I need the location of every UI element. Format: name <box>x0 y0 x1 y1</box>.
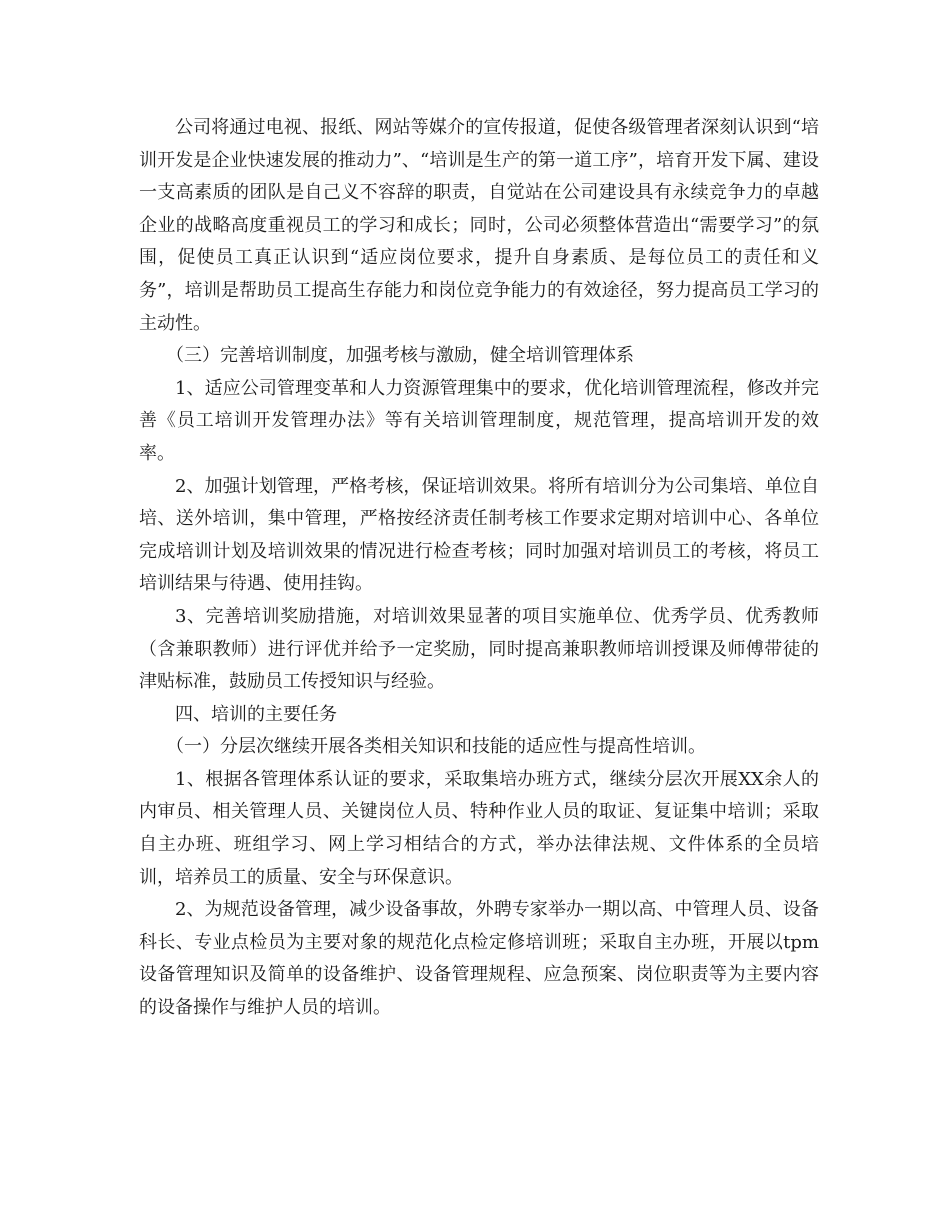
paragraph-item-1-management: 1、适应公司管理变革和人力资源管理集中的要求，优化培训管理流程，修改并完善《员工培训开发管理办法》等有关培训管理制度，规范管理，提高培训开发的效率。 <box>139 377 819 464</box>
paragraph-item-2-equipment: 2、为规范设备管理，减少设备事故，外聘专家举办一期以高、中管理人员、设备科长、专业点检员为主要对象的规范化点检定修培训班；采取自主办班，开展以tpm设备管理知识及简单的设备维护、设备管理规程、应急预案、岗位职责等为主要内容的设备操作与维护人员的培训。 <box>139 899 819 1019</box>
document-body <box>139 112 819 1025</box>
paragraph-item-2-plan: 2、加强计划管理，严格考核，保证培训效果。将所有培训分为公司集培、单位自培、送外培训，集中管理，严格按经济责任制考核工作要求定期对培训中心、各单位完成培训计划及培训效果的情况进行检查考核；同时加强对培训员工的考核，将员工培训结果与待遇、使用挂钩。 <box>139 475 819 595</box>
section-heading-training-system: （三）完善培训制度，加强考核与激励，健全培训管理体系 <box>166 345 634 367</box>
paragraph-item-3-rewards: 3、完善培训奖励措施，对培训效果显著的项目实施单位、优秀学员、优秀教师（含兼职教师）进行评优并给予一定奖励，同时提高兼职教师培训授课及师傅带徒的津贴标准，鼓励员工传授知识与经验。 <box>139 605 819 693</box>
paragraph-publicity: 公司将通过电视、报纸、网站等媒介的宣传报道，促使各级管理者深刻认识到“培训开发是企业快速发展的推动力”、“培训是生产的第一道工序”，培育开发下属、建设一支高素质的团队是自己义不容辞的职责，自觉站在公司建设具有永续竞争力的卓越企业的战略高度重视员工的学习和成长；同时，公司必须整体营造出“需要学习”的氛围，促使员工真正认识到“适应岗位要求，提升自身素质、是每位员工的责任和义务”，培训是帮助员工提高生存能力和岗位竞争能力的有效途径，努力提高员工学习的主动性。 <box>139 117 819 334</box>
section-heading-main-tasks: 四、培训的主要任务 <box>175 703 337 725</box>
paragraph-item-1-certification: 1、根据各管理体系认证的要求，采取集培办班方式，继续分层次开展XX余人的内审员、相关管理人员、关键岗位人员、特种作业人员的取证、复证集中培训；采取自主办班、班组学习、网上学习相结合的方式，举办法律法规、文件体系的全员培训，培养员工的质量、安全与环保意识。 <box>139 768 819 888</box>
subsection-heading-layered-training: （一）分层次继续开展各类相关知识和技能的适应性与提高性培训。 <box>166 736 706 758</box>
